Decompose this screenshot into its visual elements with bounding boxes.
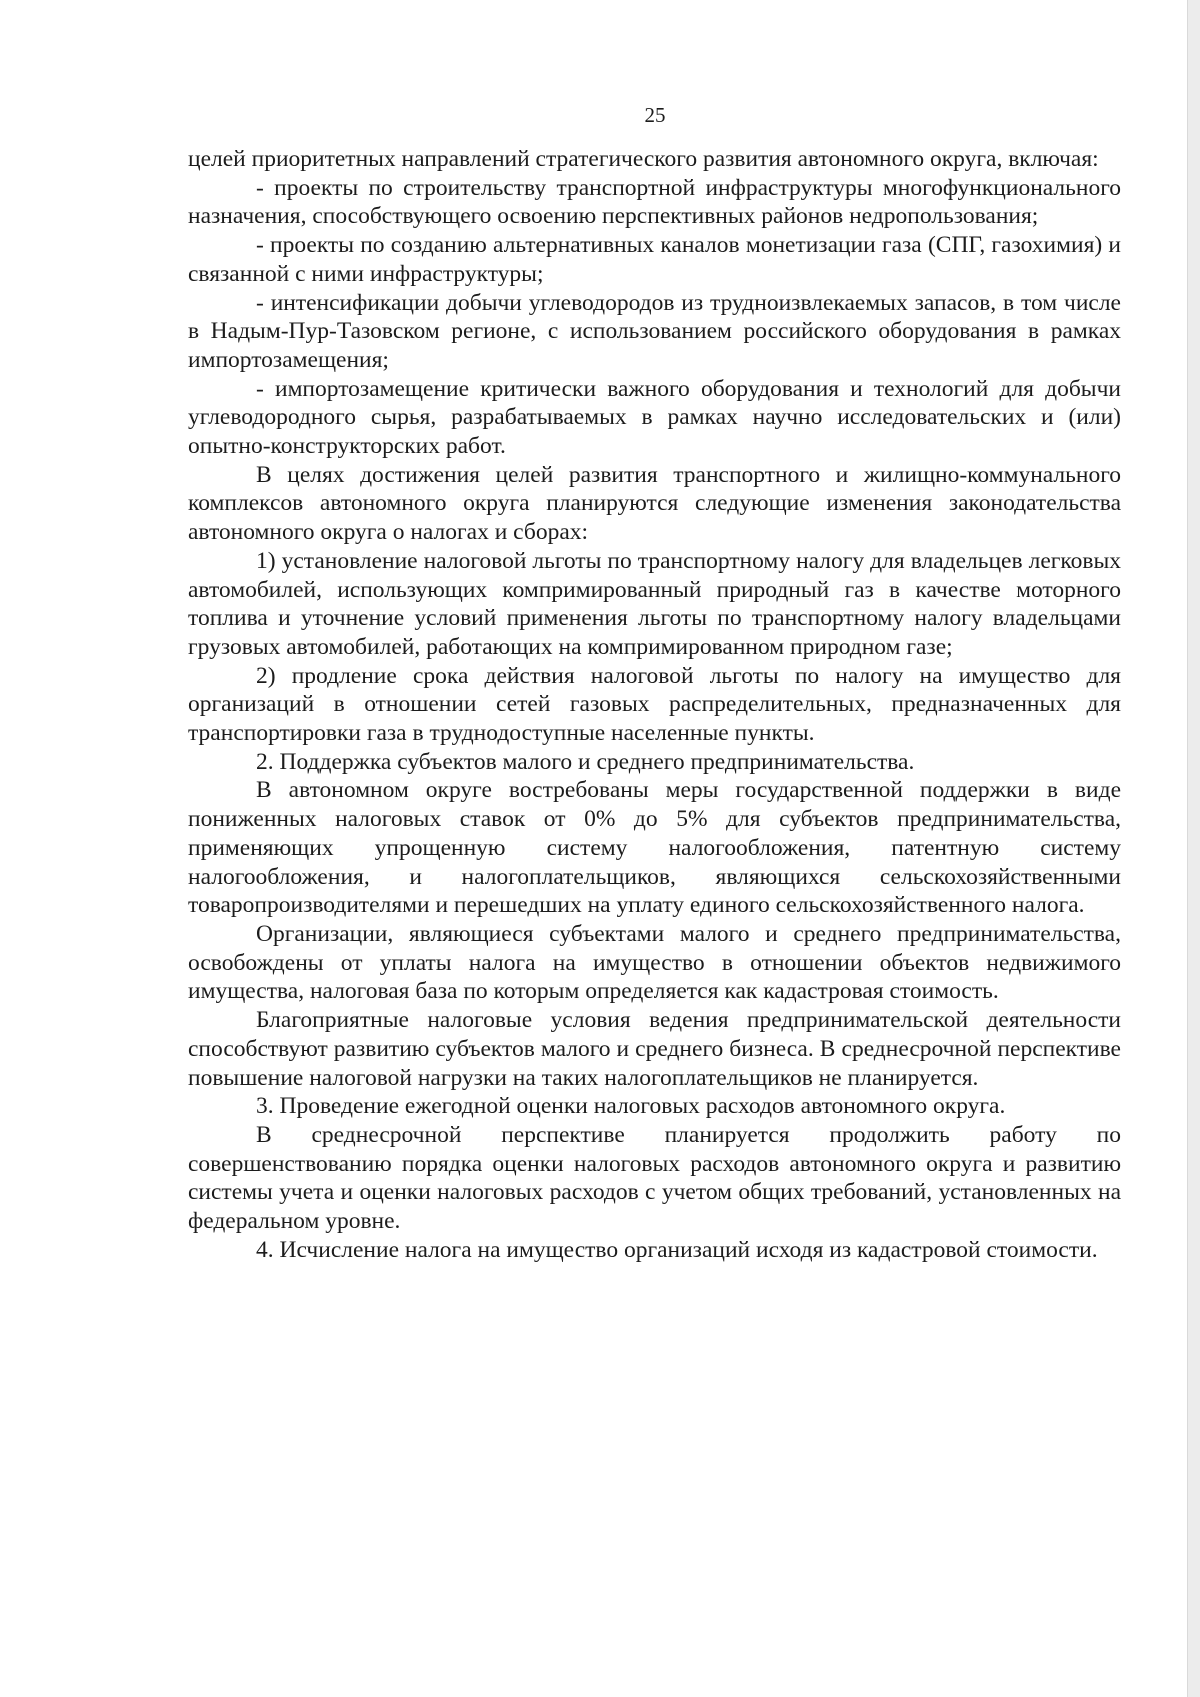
paragraph: В целях достижения целей развития транспортного и жилищно-коммунального комплексов автономного округа планируются следующие изменения законодательства автономного округа о налогах и сборах: xyxy=(188,461,1121,546)
list-item-paragraph: - проекты по созданию альтернативных каналов монетизации газа (СПГ, газохимия) и связанной с ними инфраструктуры; xyxy=(188,232,1121,287)
list-item-paragraph: - интенсификации добычи углеводородов из трудноизвлекаемых запасов, в том числе в Надым-Пур-Тазовском регионе, с использованием российского оборудования в рамках импортозамещения; xyxy=(188,289,1121,373)
page-edge xyxy=(1187,0,1200,1697)
paragraph: В среднесрочной перспективе планируется продолжить работу по совершенствованию порядка оценки налоговых расходов автономного округа и развитию системы учета и оценки налоговых расходов с учетом общих требований, установленных на федеральном уровне. xyxy=(188,1121,1121,1235)
numbered-item-paragraph: 2) продление срока действия налоговой льготы по налогу на имущество для организаций в отношении сетей газовых распределительных, предназначенных для транспортировки газа в труднодоступные населенные пункты. xyxy=(188,662,1121,747)
paragraph: целей приоритетных направлений стратегического развития автономного округа, включая: xyxy=(188,146,1099,172)
section-heading: 3. Проведение ежегодной оценки налоговых расходов автономного округа. xyxy=(256,1093,1006,1120)
paragraph: В автономном округе востребованы меры государственной поддержки в виде пониженных налоговых ставок от 0% до 5% для субъектов предпринимательства, применяющих упрощенную систему налогообложения, патентную систему налогообложения, и налогоплательщиков, являющихся сельскохозяйственными товаропроизводителями и перешедших на уплату единого сельскохозяйственного налога. xyxy=(188,777,1121,919)
page-number: 25 xyxy=(644,103,666,127)
list-item-paragraph: - импортозамещение критически важного оборудования и технологий для добычи углеводородного сырья, разрабатываемых в рамках научно исследовательских и (или) опытно-конструкторских работ. xyxy=(188,375,1121,460)
paragraph: Организации, являющиеся субъектами малого и среднего предпринимательства, освобождены от уплаты налога на имущество в отношении объектов недвижимого имущества, налоговая база по которым определяется как кадастровая стоимость. xyxy=(188,920,1121,1005)
section-heading: 2. Поддержка субъектов малого и среднего предпринимательства. xyxy=(256,748,915,775)
document-body xyxy=(188,145,1121,1264)
numbered-item-paragraph: 1) установление налоговой льготы по транспортному налогу для владельцев легковых автомобилей, использующих компримированный природный газ в качестве моторного топлива и уточнение условий применения льготы по транспортному налогу владельцами грузовых автомобилей, работающих на компримированном природном газе; xyxy=(188,547,1121,660)
paragraph: Благоприятные налоговые условия ведения предпринимательской деятельности способствуют развитию субъектов малого и среднего бизнеса. В среднесрочной перспективе повышение налоговой нагрузки на таких налогоплательщиков не планируется. xyxy=(188,1007,1121,1091)
section-heading: 4. Исчисление налога на имущество организаций исходя из кадастровой стоимости. xyxy=(256,1236,1098,1263)
list-item-paragraph: - проекты по строительству транспортной инфраструктуры многофункционального назначения, способствующего освоению перспективных районов недропользования; xyxy=(188,174,1121,230)
